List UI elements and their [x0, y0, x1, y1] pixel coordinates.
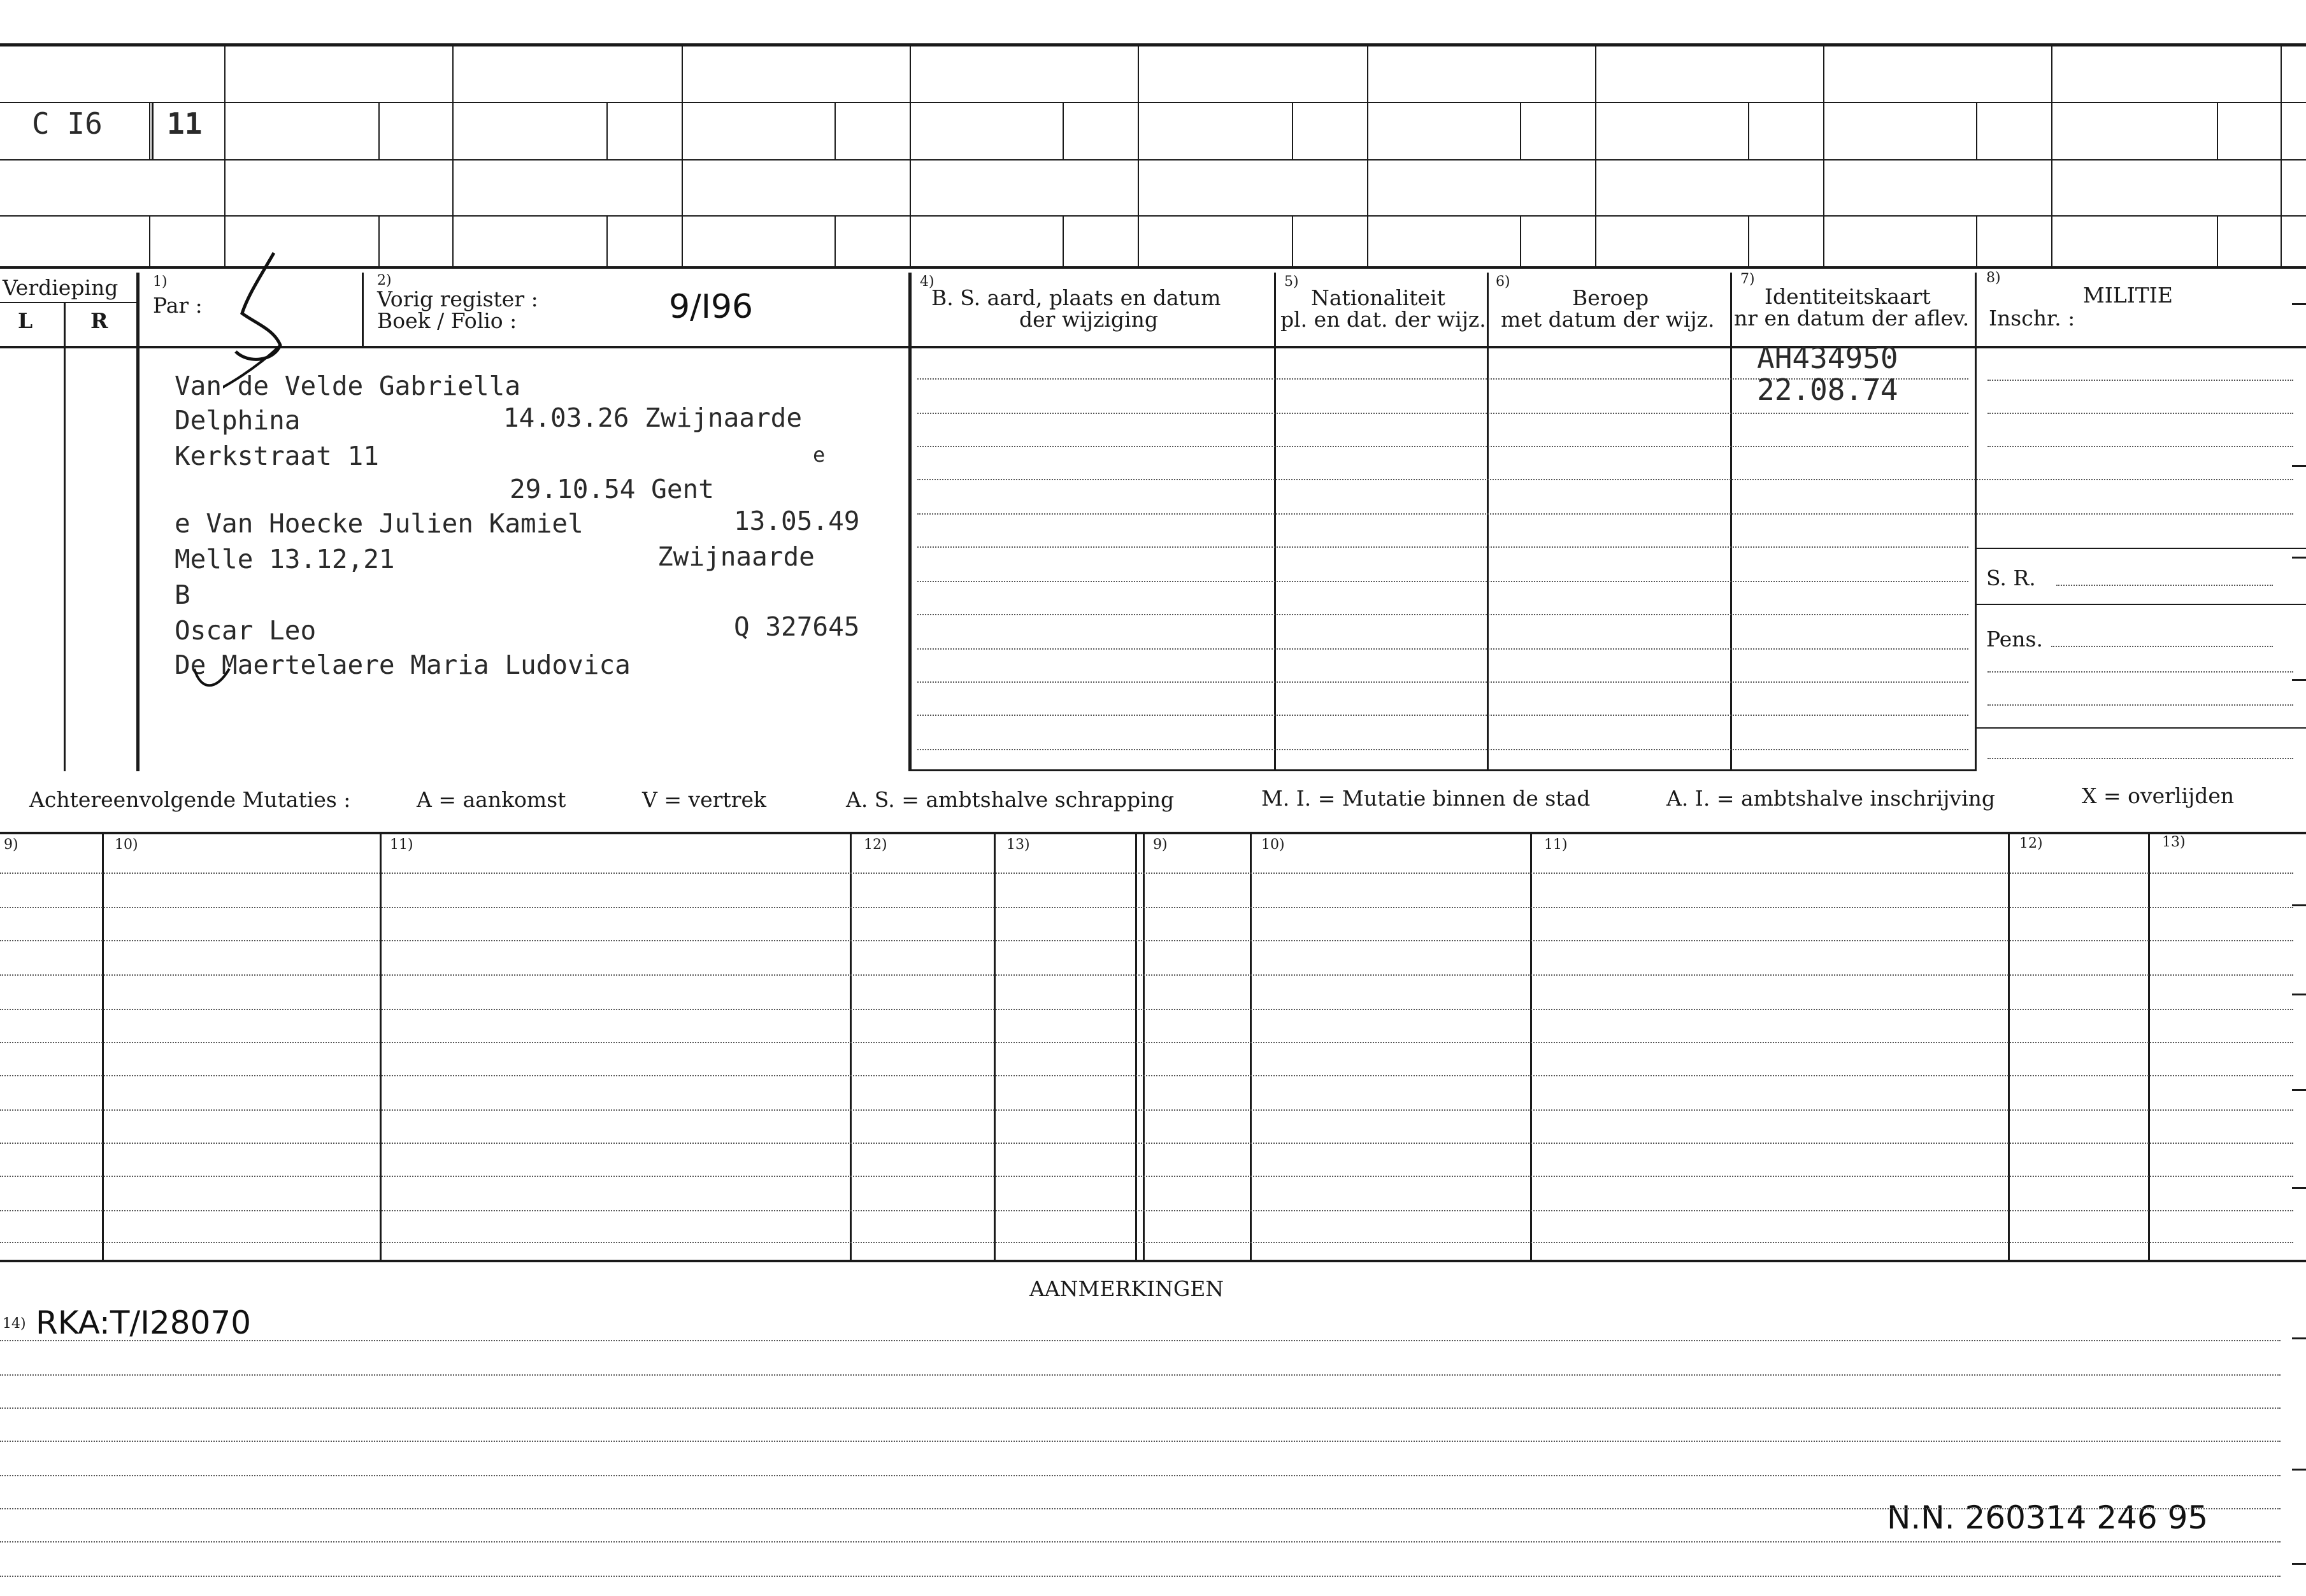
code-divider	[152, 102, 154, 159]
vorig-register-label: Vorig register :	[377, 287, 538, 311]
inschr-label: Inschr. :	[1989, 306, 2075, 331]
bs-line1: B. S. aard, plaats en datum	[931, 285, 1221, 310]
person-line8-name: Oscar Leo	[175, 615, 317, 646]
beroep-line1: Beroep	[1572, 285, 1649, 310]
grid-vline-short	[378, 102, 380, 159]
mut-vline	[1530, 834, 1532, 1261]
person-line2-date: 14.03.26 Zwijnaarde	[503, 403, 802, 433]
col4-num: 4)	[920, 274, 935, 290]
col5-num: 5)	[1284, 274, 1299, 290]
mut-col-num: 10)	[115, 837, 138, 853]
edge-tick	[2292, 303, 2306, 305]
bs-line2: der wijziging	[1019, 307, 1158, 332]
militie-dots	[1987, 704, 2293, 706]
col6-divider	[1487, 273, 1489, 771]
edge-tick	[2292, 904, 2306, 906]
person-line9: De Maertelaere Maria Ludovica	[175, 650, 631, 680]
mut-vline	[1250, 834, 1252, 1261]
person-line3-mark: e	[813, 443, 826, 467]
mut-row-dots	[0, 1143, 2293, 1144]
legend-x: X = overlijden	[2082, 783, 2235, 808]
verdieping-label: Verdieping	[3, 275, 118, 300]
grid-vline-short	[1748, 102, 1749, 159]
par-label: Par :	[153, 293, 203, 318]
col7-num: 7)	[1740, 271, 1755, 287]
person-line4: 29.10.54 Gent	[510, 474, 714, 504]
national-number: N.N. 260314 246 95	[1887, 1499, 2209, 1536]
mut-col-num: 9)	[1153, 837, 1168, 853]
nat-line1: Nationaliteit	[1311, 285, 1445, 310]
grid-vline-short	[1292, 102, 1293, 159]
legend-ai: A. I. = ambtshalve inschrijving	[1666, 786, 1996, 811]
edge-tick	[2292, 1337, 2306, 1339]
pens-top-line	[1975, 604, 2306, 605]
remark-line	[0, 1475, 2281, 1476]
grid-vline	[682, 43, 683, 267]
remark-line	[0, 1541, 2281, 1543]
mut-row-dots	[0, 1242, 2293, 1243]
section-number: 11	[167, 106, 203, 141]
militie-dots	[1987, 380, 2293, 381]
grid-vline-short	[834, 102, 836, 159]
grid-vline-short	[1520, 102, 1521, 159]
mut-row-dots	[0, 974, 2293, 976]
mut-col-num: 11)	[390, 837, 413, 853]
legend-title: Achtereenvolgende Mutaties :	[29, 787, 351, 812]
mut-vline	[2008, 834, 2010, 1261]
col5-divider	[1274, 273, 1276, 771]
remark-line	[0, 1407, 2281, 1409]
militie-dots	[1987, 758, 2293, 759]
lr-divider	[64, 303, 66, 771]
mutation-bottom-line	[0, 1260, 2306, 1262]
col2-divider	[362, 273, 364, 347]
row-dots	[917, 413, 1968, 414]
mut-vline	[102, 834, 104, 1261]
mut-row-dots	[0, 1176, 2293, 1177]
grid-vline	[1595, 43, 1596, 267]
legend-as: A. S. = ambtshalve schrapping	[846, 787, 1175, 812]
pens-label: Pens.	[1986, 627, 2043, 652]
row-dots	[917, 581, 1968, 582]
person-line6-name: Melle 13.12,21	[175, 544, 395, 574]
mut-row-dots	[0, 1210, 2293, 1211]
edge-tick	[2292, 1469, 2306, 1471]
edge-tick	[2292, 465, 2306, 467]
edge-tick	[2292, 1089, 2306, 1091]
col8-num: 8)	[1986, 270, 2001, 286]
right-label: R	[90, 308, 108, 333]
grid-line	[0, 159, 2306, 160]
grid-vline-short	[1748, 215, 1749, 267]
remark-line	[0, 1374, 2281, 1376]
row-dots	[917, 715, 1968, 716]
verdieping-divider	[0, 302, 136, 303]
boek-folio-value: 9/I96	[669, 288, 754, 326]
remark-line	[0, 1441, 2281, 1442]
person-line5-date: 13.05.49	[734, 506, 860, 536]
id-date: 22.08.74	[1757, 373, 1898, 407]
militie-dots	[1987, 446, 2293, 447]
row-dots	[917, 479, 2293, 480]
boek-folio-label: Boek / Folio :	[377, 308, 517, 333]
row-dots	[917, 681, 1968, 683]
grid-vline	[910, 43, 911, 267]
remark-line	[0, 1576, 2281, 1577]
left-label: L	[18, 308, 33, 333]
mut-vline	[994, 834, 996, 1261]
edge-tick	[2292, 994, 2306, 995]
row-dots	[917, 546, 1968, 548]
person-line7: B	[175, 580, 190, 610]
grid-vline-short	[1976, 215, 1977, 267]
remarks-num: 14)	[3, 1316, 26, 1332]
mut-row-dots	[0, 1109, 2293, 1111]
grid-vline	[452, 43, 454, 267]
grid-vline	[1138, 43, 1139, 267]
grid-vline-short	[606, 102, 608, 159]
legend-a: A = aankomst	[417, 787, 566, 812]
remarks-rka: RKA:T/I28070	[36, 1304, 252, 1341]
section-code: C I6	[32, 106, 103, 141]
person-line5-name: e Van Hoecke Julien Kamiel	[175, 508, 584, 539]
legend-mi: M. I. = Mutatie binnen de stad	[1261, 786, 1591, 811]
body-bottom-line	[908, 769, 1976, 771]
militie-dots	[1987, 671, 2293, 673]
grid-vline	[2281, 43, 2282, 267]
militie-label: MILITIE	[2083, 283, 2173, 308]
mut-vline	[2148, 834, 2150, 1261]
header-bottom-line	[0, 346, 2306, 348]
mut-vline	[380, 834, 382, 1261]
mut-row-dots	[0, 1042, 2293, 1043]
edge-tick	[2292, 1563, 2306, 1565]
mut-row-dots	[0, 940, 2293, 941]
top-border	[0, 43, 2306, 46]
legend-v: V = vertrek	[642, 787, 766, 812]
row-dots	[917, 614, 1968, 615]
col1-num: 1)	[153, 274, 168, 290]
grid-vline-short	[378, 215, 380, 267]
grid-vline-short	[2217, 215, 2218, 267]
grid-vline-short	[1063, 102, 1064, 159]
mut-col-num: 13)	[2162, 834, 2186, 850]
col6-num: 6)	[1496, 274, 1510, 290]
mut-vline	[1143, 834, 1145, 1261]
militie-bottom-line	[1975, 727, 2306, 729]
beroep-line2: met datum der wijz.	[1501, 307, 1715, 332]
mut-row-dots	[0, 907, 2293, 908]
grid-vline	[2051, 43, 2052, 267]
col3-divider	[908, 273, 912, 771]
col1-divider	[136, 273, 140, 771]
edge-tick	[2292, 1187, 2306, 1189]
person-line8-code: Q 327645	[734, 611, 860, 642]
sr-top-line	[1975, 548, 2306, 549]
grid-vline-short	[606, 215, 608, 267]
remark-line	[0, 1508, 2281, 1509]
grid-vline	[1367, 43, 1368, 267]
edge-tick	[2292, 557, 2306, 559]
sr-dots	[2056, 585, 2273, 586]
person-line3: Kerkstraat 11	[175, 441, 379, 471]
mut-col-num: 12)	[2019, 836, 2043, 851]
grid-vline	[224, 43, 226, 267]
militie-dots	[1987, 413, 2293, 414]
grid-vline-short	[834, 215, 836, 267]
pens-dots	[2051, 646, 2273, 647]
grid-vline	[1823, 43, 1824, 267]
row-dots	[917, 446, 1968, 447]
row-dots	[917, 513, 2293, 515]
grid-vline-short	[1520, 215, 1521, 267]
mut-col-num: 12)	[864, 837, 887, 853]
grid-vline-short	[149, 215, 150, 267]
remarks-title: AANMERKINGEN	[1029, 1276, 1224, 1301]
grid-line	[0, 266, 2306, 269]
nat-line2: pl. en dat. der wijz.	[1280, 307, 1486, 332]
mut-vline	[850, 834, 852, 1261]
edge-tick	[2292, 679, 2306, 681]
remark-line	[0, 1340, 2281, 1341]
sr-label: S. R.	[1986, 566, 2036, 590]
grid-line	[0, 215, 2306, 217]
mut-vline	[1135, 834, 1137, 1261]
person-line6-place: Zwijnaarde	[657, 541, 815, 572]
grid-vline-short	[2217, 102, 2218, 159]
mutation-top-line	[0, 832, 2306, 834]
row-dots	[917, 648, 1968, 650]
row-dots	[917, 749, 1968, 750]
mut-row-dots	[0, 873, 2293, 874]
grid-vline-short	[1292, 215, 1293, 267]
id-line2: nr en datum der aflev.	[1734, 306, 1970, 331]
person-line1: Van de Velde Gabriella	[175, 371, 521, 401]
person-line2-name: Delphina	[175, 405, 301, 436]
id-line1: Identiteitskaart	[1765, 284, 1931, 309]
col2-num: 2)	[377, 273, 392, 289]
underline-mark	[191, 662, 242, 694]
grid-line	[0, 102, 2306, 103]
col7-divider	[1730, 273, 1732, 771]
grid-vline-short	[1976, 102, 1977, 159]
grid-vline-short	[1063, 215, 1064, 267]
mut-col-num: 10)	[1261, 837, 1285, 853]
grid-vline-short	[149, 102, 150, 159]
mut-row-dots	[0, 1009, 2293, 1010]
mut-row-dots	[0, 1075, 2293, 1076]
col8-divider	[1975, 273, 1977, 771]
mut-col-num: 13)	[1006, 837, 1030, 853]
id-number: AH434950	[1757, 341, 1898, 375]
mut-col-num: 11)	[1544, 837, 1568, 853]
mut-col-num: 9)	[4, 837, 18, 853]
